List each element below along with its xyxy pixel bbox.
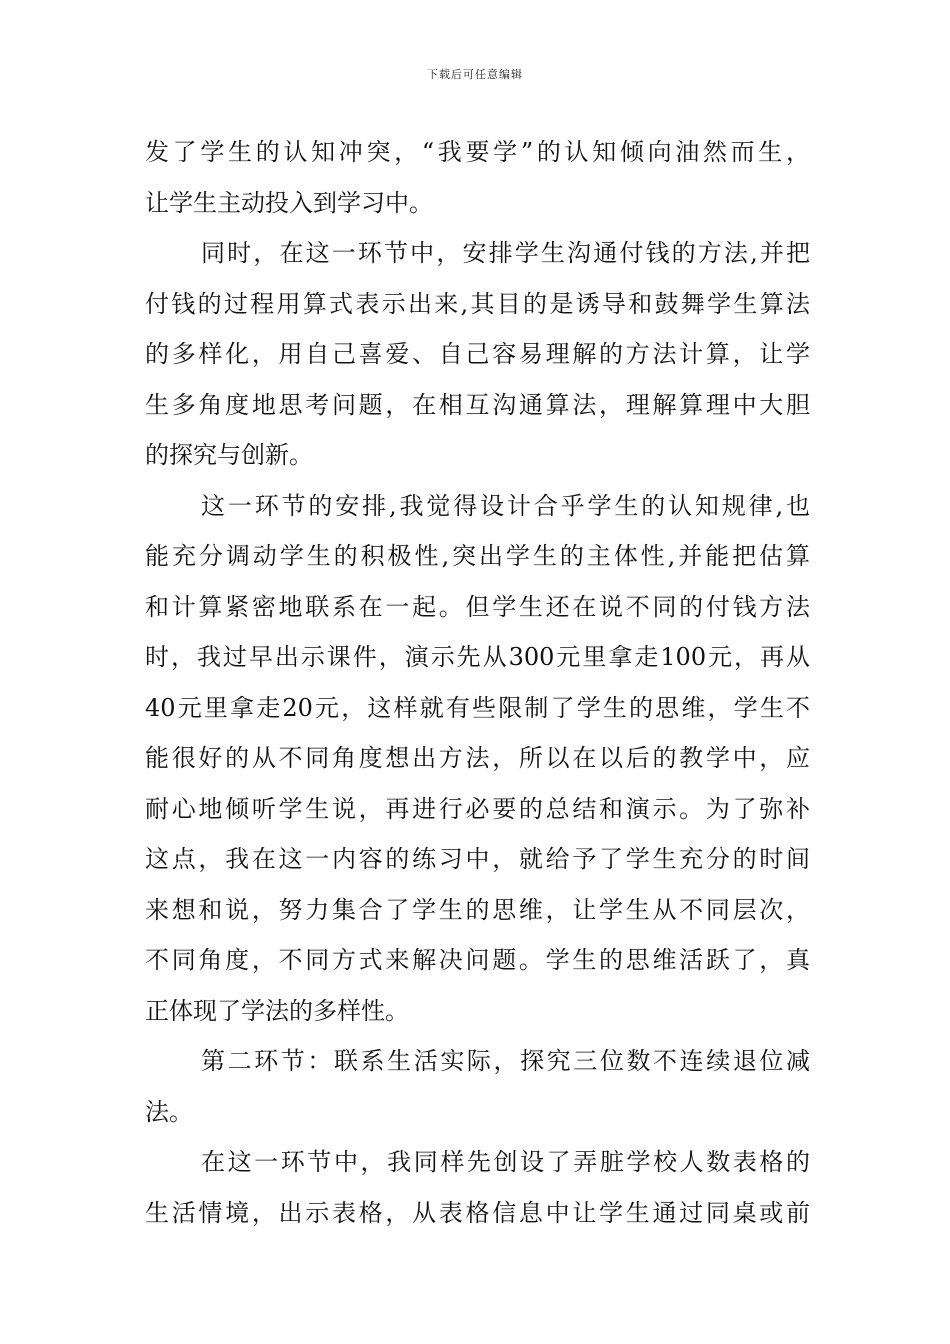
page-header: 下载后可任意编辑 [427, 68, 523, 81]
text-line: 的多样化，用自己喜爱、自己容易理解的方法计算，让学 [145, 340, 810, 368]
text-line: 生活情境，出示表格，从表格信息中让学生通过同桌或前 [145, 1198, 810, 1227]
text-line: 的探究与创新。 [145, 441, 313, 469]
text-line: 付钱的过程用算式表示出来,其目的是诱导和鼓舞学生算法 [145, 289, 810, 318]
text-line: 发了学生的认知冲突，“我要学”的认知倾向油然而生， [145, 138, 810, 166]
text-line: 来想和说，努力集合了学生的思维，让学生从不同层次， [145, 895, 810, 924]
text-line: 能充分调动学生的积极性,突出学生的主体性,并能把估算 [145, 542, 810, 570]
text-line: 能很好的从不同角度想出方法，所以在以后的教学中，应 [145, 744, 810, 772]
text-line: 法。 [145, 1097, 193, 1126]
text-line: 40元里拿走20元，这样就有些限制了学生的思维，学生不 [145, 693, 810, 722]
text-line: 让学生主动投入到学习中。 [145, 188, 433, 217]
text-line: 耐心地倾听学生说，再进行必要的总结和演示。为了弥补 [145, 794, 810, 823]
text-line: 时，我过早出示课件，演示先从300元里拿走100元，再从 [145, 643, 810, 671]
text-line: 和计算紧密地联系在一起。但学生还在说不同的付钱方法 [145, 592, 810, 621]
text-line: 同时，在这一环节中，安排学生沟通付钱的方法,并把 [201, 239, 810, 267]
body-text [145, 127, 810, 1238]
text-line: 第二环节：联系生活实际，探究三位数不连续退位减 [201, 1047, 810, 1075]
text-line: 在这一环节中，我同样先创设了弄脏学校人数表格的 [201, 1148, 810, 1176]
text-line: 这一环节的安排,我觉得设计合乎学生的认知规律,也 [201, 491, 810, 520]
text-line: 这点，我在这一内容的练习中，就给予了学生充分的时间 [145, 845, 810, 873]
text-line: 正体现了学法的多样性。 [145, 996, 409, 1025]
text-line: 不同角度，不同方式来解决问题。学生的思维活跃了，真 [145, 946, 810, 974]
text-line: 生多角度地思考问题，在相互沟通算法，理解算理中大胆 [145, 390, 810, 419]
